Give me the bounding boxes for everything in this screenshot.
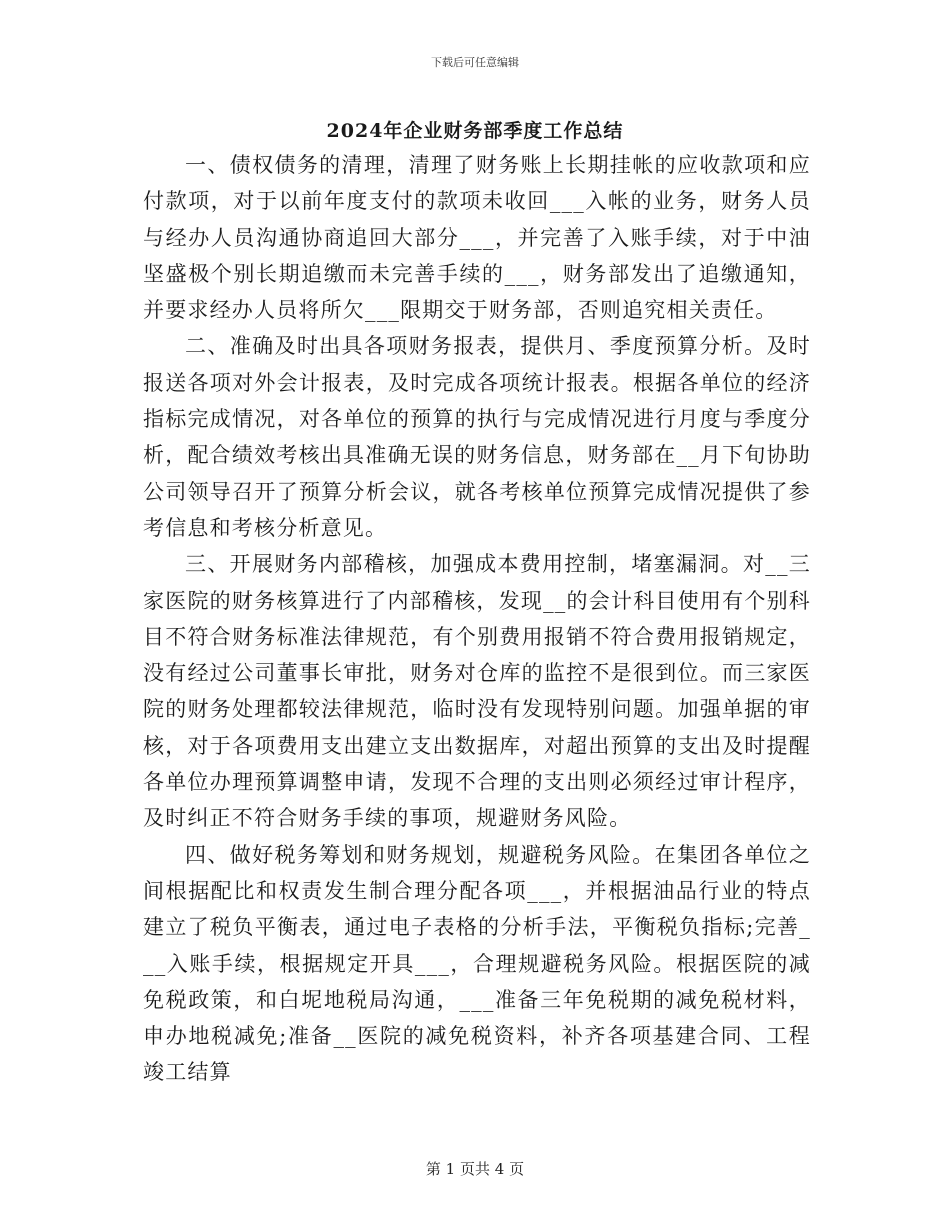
document-body <box>143 147 811 1091</box>
document-title: 2024年企业财务部季度工作总结 <box>326 120 624 142</box>
paragraph-4: 四、做好税务筹划和财务规划，规避税务风险。在集团各单位之间根据配比和权责发生制合理分配各项___，并根据油品行业的特点建立了税负平衡表，通过电子表格的分析手法，平衡税负指标;完善___入账手续，根据规定开具___，合理规避税务风险。根据医院的减免税政策，和白坭地税局沟通，___准备三年免税期的减免税材料，申办地税减免;准备__医院的减免税资料，补齐各项基建合同、工程竣工结算 <box>143 842 811 1085</box>
paragraph-2: 二、准确及时出具各项财务报表，提供月、季度预算分析。及时报送各项对外会计报表，及时完成各项统计报表。根据各单位的经济指标完成情况，对各单位的预算的执行与完成情况进行月度与季度分析，配合绩效考核出具准确无误的财务信息，财务部在__月下旬协助公司领导召开了预算分析会议，就各考核单位预算完成情况提供了参考信息和考核分析意见。 <box>143 334 811 540</box>
paragraph-3: 三、开展财务内部稽核，加强成本费用控制，堵塞漏洞。对__三家医院的财务核算进行了内部稽核，发现__的会计科目使用有个别科目不符合财务标准法律规范，有个别费用报销不符合费用报销规定，没有经过公司董事长审批，财务对仓库的监控不是很到位。而三家医院的财务处理都较法律规范，临时没有发现特别问题。加强单据的审核，对于各项费用支出建立支出数据库，对超出预算的支出及时提醒各单位办理预算调整申请，发现不合理的支出则必须经过审计程序，及时纠正不符合财务手续的事项，规避财务风险。 <box>143 552 811 831</box>
page-number: 第 1 页共 4 页 <box>425 1160 525 1178</box>
header-note: 下载后可任意编辑 <box>431 56 519 69</box>
paragraph-1: 一、债权债务的清理，清理了财务账上长期挂帐的应收款项和应付款项，对于以前年度支付的款项未收回___入帐的业务，财务人员与经办人员沟通协商追回大部分___，并完善了入账手续，对于中油坚盛极个别长期追缴而未完善手续的___，财务部发出了追缴通知，并要求经办人员将所欠___限期交于财务部，否则追究相关责任。 <box>143 153 811 323</box>
